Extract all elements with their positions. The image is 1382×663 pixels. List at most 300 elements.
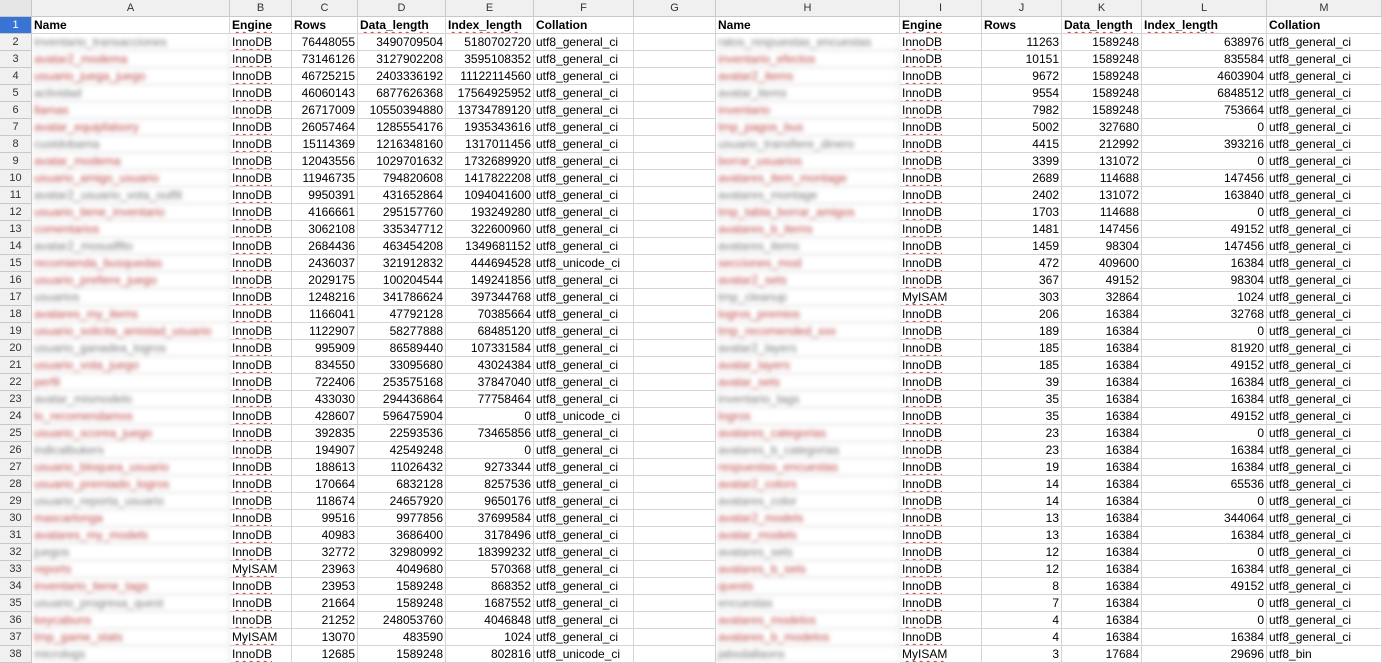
cell-left-rows[interactable]: 170664 <box>292 476 358 493</box>
cell-right-index_length[interactable]: 0 <box>1142 204 1267 221</box>
row-header-10[interactable]: 10 <box>0 170 32 187</box>
cell-left-engine[interactable]: InnoDB <box>230 221 292 238</box>
cell-left-data_length[interactable]: 3686400 <box>358 527 446 544</box>
cell-right-collation[interactable]: utf8_general_ci <box>1267 204 1382 221</box>
cell-left-collation[interactable]: utf8_unicode_ci <box>534 408 634 425</box>
cell-left-data_length[interactable]: 24657920 <box>358 493 446 510</box>
cell-left-index_length[interactable]: 4046848 <box>446 612 534 629</box>
cell-empty-g[interactable] <box>634 272 716 289</box>
cell-right-index_length[interactable]: 16384 <box>1142 374 1267 391</box>
cell-left-index_length[interactable]: 9650176 <box>446 493 534 510</box>
cell-left-rows[interactable]: 3062108 <box>292 221 358 238</box>
cell-right-collation[interactable]: utf8_general_ci <box>1267 187 1382 204</box>
header-left-name[interactable]: Name <box>32 17 230 34</box>
header-right-engine[interactable]: Engine <box>900 17 982 34</box>
cell-left-name[interactable]: llamas <box>32 102 230 119</box>
cell-left-collation[interactable]: utf8_general_ci <box>534 221 634 238</box>
cell-right-rows[interactable]: 9554 <box>982 85 1062 102</box>
cell-left-name[interactable]: comentarios <box>32 221 230 238</box>
cell-left-engine[interactable]: MyISAM <box>230 629 292 646</box>
cell-right-name[interactable]: avatar_items <box>716 85 900 102</box>
cell-left-engine[interactable]: InnoDB <box>230 459 292 476</box>
row-header-32[interactable]: 32 <box>0 544 32 561</box>
cell-left-collation[interactable]: utf8_unicode_ci <box>534 646 634 663</box>
header-right-index_length[interactable]: Index_length <box>1142 17 1267 34</box>
cell-right-name[interactable]: inventario_efectos <box>716 51 900 68</box>
cell-left-engine[interactable]: InnoDB <box>230 323 292 340</box>
cell-left-index_length[interactable]: 68485120 <box>446 323 534 340</box>
cell-right-collation[interactable]: utf8_general_ci <box>1267 408 1382 425</box>
cell-left-collation[interactable]: utf8_general_ci <box>534 289 634 306</box>
cell-right-index_length[interactable]: 16384 <box>1142 442 1267 459</box>
cell-right-rows[interactable]: 14 <box>982 493 1062 510</box>
cell-left-index_length[interactable]: 8257536 <box>446 476 534 493</box>
cell-left-engine[interactable]: InnoDB <box>230 153 292 170</box>
cell-right-name[interactable]: secciones_mod <box>716 255 900 272</box>
cell-right-data_length[interactable]: 1589248 <box>1062 68 1142 85</box>
cell-left-name[interactable]: keycabuns <box>32 612 230 629</box>
cell-left-rows[interactable]: 1122907 <box>292 323 358 340</box>
cell-left-collation[interactable]: utf8_general_ci <box>534 204 634 221</box>
cell-left-data_length[interactable]: 2403336192 <box>358 68 446 85</box>
cell-right-index_length[interactable]: 147456 <box>1142 170 1267 187</box>
cell-right-index_length[interactable]: 16384 <box>1142 629 1267 646</box>
cell-left-collation[interactable]: utf8_general_ci <box>534 578 634 595</box>
cell-right-engine[interactable]: InnoDB <box>900 51 982 68</box>
cell-right-name[interactable]: avatares_b_sets <box>716 561 900 578</box>
cell-right-index_length[interactable]: 49152 <box>1142 221 1267 238</box>
cell-left-rows[interactable]: 118674 <box>292 493 358 510</box>
cell-right-data_length[interactable]: 1589248 <box>1062 102 1142 119</box>
cell-left-engine[interactable]: InnoDB <box>230 255 292 272</box>
cell-right-index_length[interactable]: 638976 <box>1142 34 1267 51</box>
cell-right-collation[interactable]: utf8_general_ci <box>1267 136 1382 153</box>
row-header-6[interactable]: 6 <box>0 102 32 119</box>
cell-left-rows[interactable]: 428607 <box>292 408 358 425</box>
header-right-rows[interactable]: Rows <box>982 17 1062 34</box>
cell-left-index_length[interactable]: 5180702720 <box>446 34 534 51</box>
cell-right-collation[interactable]: utf8_general_ci <box>1267 68 1382 85</box>
cell-left-engine[interactable]: InnoDB <box>230 306 292 323</box>
cell-right-engine[interactable]: InnoDB <box>900 595 982 612</box>
row-header-26[interactable]: 26 <box>0 442 32 459</box>
cell-left-index_length[interactable]: 868352 <box>446 578 534 595</box>
cell-right-name[interactable]: avatar2_colors <box>716 476 900 493</box>
cell-left-collation[interactable]: utf8_general_ci <box>534 306 634 323</box>
cell-right-collation[interactable]: utf8_general_ci <box>1267 340 1382 357</box>
row-header-29[interactable]: 29 <box>0 493 32 510</box>
cell-left-rows[interactable]: 40983 <box>292 527 358 544</box>
cell-left-name[interactable]: avatar_mismodelo <box>32 391 230 408</box>
cell-empty-g[interactable] <box>634 391 716 408</box>
cell-left-index_length[interactable]: 77758464 <box>446 391 534 408</box>
row-header-7[interactable]: 7 <box>0 119 32 136</box>
row-header-16[interactable]: 16 <box>0 272 32 289</box>
cell-empty-g[interactable] <box>634 221 716 238</box>
cell-left-name[interactable]: usuario_amigo_usuario <box>32 170 230 187</box>
cell-left-rows[interactable]: 1248216 <box>292 289 358 306</box>
cell-right-name[interactable]: quests <box>716 578 900 595</box>
cell-left-data_length[interactable]: 3490709504 <box>358 34 446 51</box>
column-header-j[interactable]: J <box>982 0 1062 17</box>
cell-left-collation[interactable]: utf8_general_ci <box>534 238 634 255</box>
cell-left-rows[interactable]: 32772 <box>292 544 358 561</box>
cell-right-engine[interactable]: InnoDB <box>900 102 982 119</box>
cell-left-rows[interactable]: 76448055 <box>292 34 358 51</box>
cell-left-index_length[interactable]: 1417822208 <box>446 170 534 187</box>
cell-left-name[interactable]: avatar_equipfalsory <box>32 119 230 136</box>
cell-left-name[interactable]: usuario_juega_juego <box>32 68 230 85</box>
cell-right-data_length[interactable]: 16384 <box>1062 510 1142 527</box>
cell-left-engine[interactable]: InnoDB <box>230 170 292 187</box>
cell-left-index_length[interactable]: 9273344 <box>446 459 534 476</box>
cell-left-collation[interactable]: utf8_general_ci <box>534 51 634 68</box>
row-header-19[interactable]: 19 <box>0 323 32 340</box>
cell-empty-g[interactable] <box>634 425 716 442</box>
cell-left-index_length[interactable]: 0 <box>446 442 534 459</box>
cell-right-index_length[interactable]: 16384 <box>1142 527 1267 544</box>
cell-right-rows[interactable]: 3399 <box>982 153 1062 170</box>
cell-right-collation[interactable]: utf8_general_ci <box>1267 510 1382 527</box>
cell-left-rows[interactable]: 995909 <box>292 340 358 357</box>
cell-right-name[interactable]: tmp_pagos_bus <box>716 119 900 136</box>
cell-right-name[interactable]: avatar2_models <box>716 510 900 527</box>
cell-right-index_length[interactable]: 753664 <box>1142 102 1267 119</box>
cell-right-name[interactable]: logros <box>716 408 900 425</box>
cell-left-collation[interactable]: utf8_general_ci <box>534 459 634 476</box>
cell-right-name[interactable]: tmp_recomended_xxx <box>716 323 900 340</box>
cell-empty-g[interactable] <box>634 510 716 527</box>
cell-left-collation[interactable]: utf8_general_ci <box>534 510 634 527</box>
cell-right-data_length[interactable]: 16384 <box>1062 493 1142 510</box>
cell-right-collation[interactable]: utf8_general_ci <box>1267 493 1382 510</box>
cell-right-index_length[interactable]: 0 <box>1142 119 1267 136</box>
cell-left-data_length[interactable]: 3127902208 <box>358 51 446 68</box>
cell-left-collation[interactable]: utf8_general_ci <box>534 561 634 578</box>
cell-left-data_length[interactable]: 1285554176 <box>358 119 446 136</box>
cell-left-name[interactable]: usuario_ganadea_logros <box>32 340 230 357</box>
cell-left-name[interactable]: avatar2_modema <box>32 51 230 68</box>
cell-right-rows[interactable]: 7982 <box>982 102 1062 119</box>
cell-left-index_length[interactable]: 1687552 <box>446 595 534 612</box>
cell-left-engine[interactable]: InnoDB <box>230 272 292 289</box>
cell-right-engine[interactable]: InnoDB <box>900 68 982 85</box>
cell-left-data_length[interactable]: 6832128 <box>358 476 446 493</box>
cell-right-collation[interactable]: utf8_general_ci <box>1267 255 1382 272</box>
cell-left-collation[interactable]: utf8_general_ci <box>534 544 634 561</box>
cell-right-index_length[interactable]: 32768 <box>1142 306 1267 323</box>
cell-right-rows[interactable]: 1481 <box>982 221 1062 238</box>
cell-left-rows[interactable]: 26717009 <box>292 102 358 119</box>
cell-right-collation[interactable]: utf8_general_ci <box>1267 153 1382 170</box>
cell-left-data_length[interactable]: 11026432 <box>358 459 446 476</box>
cell-left-name[interactable]: micrologs <box>32 646 230 663</box>
cell-empty-g[interactable] <box>634 544 716 561</box>
cell-left-name[interactable]: mascarlonga <box>32 510 230 527</box>
row-header-35[interactable]: 35 <box>0 595 32 612</box>
cell-left-data_length[interactable]: 335347712 <box>358 221 446 238</box>
cell-left-name[interactable]: avatar_modema <box>32 153 230 170</box>
cell-left-name[interactable]: usuario_vota_juego <box>32 357 230 374</box>
column-header-a[interactable]: A <box>32 0 230 17</box>
cell-empty-g[interactable] <box>634 459 716 476</box>
cell-left-name[interactable]: usuario_reporta_usuario <box>32 493 230 510</box>
cell-right-data_length[interactable]: 16384 <box>1062 459 1142 476</box>
header-right-name[interactable]: Name <box>716 17 900 34</box>
cell-left-collation[interactable]: utf8_general_ci <box>534 425 634 442</box>
cell-left-data_length[interactable]: 321912832 <box>358 255 446 272</box>
cell-left-data_length[interactable]: 253575168 <box>358 374 446 391</box>
cell-left-name[interactable]: usuario_prefiere_juego <box>32 272 230 289</box>
cell-right-index_length[interactable]: 163840 <box>1142 187 1267 204</box>
cell-left-collation[interactable]: utf8_general_ci <box>534 476 634 493</box>
cell-left-name[interactable]: usuarios <box>32 289 230 306</box>
cell-empty-g[interactable] <box>634 170 716 187</box>
column-header-i[interactable]: I <box>900 0 982 17</box>
cell-right-collation[interactable]: utf8_general_ci <box>1267 357 1382 374</box>
cell-right-data_length[interactable]: 98304 <box>1062 238 1142 255</box>
cell-left-engine[interactable]: InnoDB <box>230 136 292 153</box>
cell-left-index_length[interactable]: 43024384 <box>446 357 534 374</box>
cell-right-rows[interactable]: 13 <box>982 527 1062 544</box>
cell-left-engine[interactable]: InnoDB <box>230 646 292 663</box>
cell-left-engine[interactable]: InnoDB <box>230 391 292 408</box>
cell-right-engine[interactable]: InnoDB <box>900 442 982 459</box>
cell-right-collation[interactable]: utf8_general_ci <box>1267 612 1382 629</box>
cell-left-name[interactable]: usuario_progresa_quest <box>32 595 230 612</box>
cell-empty-g[interactable] <box>634 119 716 136</box>
cell-right-engine[interactable]: InnoDB <box>900 578 982 595</box>
cell-right-index_length[interactable]: 0 <box>1142 323 1267 340</box>
cell-empty-g[interactable] <box>634 323 716 340</box>
row-header-23[interactable]: 23 <box>0 391 32 408</box>
cell-right-collation[interactable]: utf8_general_ci <box>1267 272 1382 289</box>
cell-right-engine[interactable]: InnoDB <box>900 629 982 646</box>
cell-left-index_length[interactable]: 397344768 <box>446 289 534 306</box>
row-header-11[interactable]: 11 <box>0 187 32 204</box>
cell-right-engine[interactable]: InnoDB <box>900 476 982 493</box>
cell-left-rows[interactable]: 46060143 <box>292 85 358 102</box>
cell-right-data_length[interactable]: 147456 <box>1062 221 1142 238</box>
header-left-data_length[interactable]: Data_length <box>358 17 446 34</box>
cell-right-collation[interactable]: utf8_general_ci <box>1267 51 1382 68</box>
row-header-34[interactable]: 34 <box>0 578 32 595</box>
cell-left-index_length[interactable]: 1349681152 <box>446 238 534 255</box>
cell-right-data_length[interactable]: 16384 <box>1062 629 1142 646</box>
cell-left-data_length[interactable]: 86589440 <box>358 340 446 357</box>
cell-right-rows[interactable]: 2402 <box>982 187 1062 204</box>
cell-right-name[interactable]: avatares_b_items <box>716 221 900 238</box>
cell-left-rows[interactable]: 2684436 <box>292 238 358 255</box>
cell-left-engine[interactable]: InnoDB <box>230 408 292 425</box>
cell-right-collation[interactable]: utf8_bin <box>1267 646 1382 663</box>
select-all-corner[interactable] <box>0 0 32 17</box>
cell-right-engine[interactable]: InnoDB <box>900 561 982 578</box>
cell-left-rows[interactable]: 188613 <box>292 459 358 476</box>
cell-left-engine[interactable]: InnoDB <box>230 510 292 527</box>
cell-right-engine[interactable]: InnoDB <box>900 187 982 204</box>
cell-left-collation[interactable]: utf8_unicode_ci <box>534 255 634 272</box>
cell-empty-g[interactable] <box>634 595 716 612</box>
cell-left-collation[interactable]: utf8_general_ci <box>534 391 634 408</box>
cell-right-rows[interactable]: 4 <box>982 612 1062 629</box>
cell-right-data_length[interactable]: 16384 <box>1062 323 1142 340</box>
cell-right-data_length[interactable]: 409600 <box>1062 255 1142 272</box>
cell-right-name[interactable]: avatares_sets <box>716 544 900 561</box>
cell-right-index_length[interactable]: 16384 <box>1142 255 1267 272</box>
row-header-24[interactable]: 24 <box>0 408 32 425</box>
cell-left-engine[interactable]: InnoDB <box>230 595 292 612</box>
cell-left-index_length[interactable]: 37847040 <box>446 374 534 391</box>
cell-left-data_length[interactable]: 32980992 <box>358 544 446 561</box>
cell-right-engine[interactable]: MyISAM <box>900 289 982 306</box>
cell-left-engine[interactable]: InnoDB <box>230 357 292 374</box>
cell-left-data_length[interactable]: 1589248 <box>358 595 446 612</box>
cell-left-index_length[interactable]: 1935343616 <box>446 119 534 136</box>
row-header-31[interactable]: 31 <box>0 527 32 544</box>
cell-right-collation[interactable]: utf8_general_ci <box>1267 425 1382 442</box>
cell-right-data_length[interactable]: 16384 <box>1062 476 1142 493</box>
cell-left-collation[interactable]: utf8_general_ci <box>534 493 634 510</box>
cell-right-name[interactable]: avatar2_layers <box>716 340 900 357</box>
cell-right-name[interactable]: ratos_respuestas_encuestas <box>716 34 900 51</box>
cell-left-collation[interactable]: utf8_general_ci <box>534 68 634 85</box>
cell-left-engine[interactable]: InnoDB <box>230 476 292 493</box>
cell-left-engine[interactable]: InnoDB <box>230 578 292 595</box>
column-header-h[interactable]: H <box>716 0 900 17</box>
row-header-12[interactable]: 12 <box>0 204 32 221</box>
cell-empty-g[interactable] <box>634 255 716 272</box>
row-header-20[interactable]: 20 <box>0 340 32 357</box>
cell-left-name[interactable]: reports <box>32 561 230 578</box>
cell-right-engine[interactable]: MyISAM <box>900 646 982 663</box>
cell-right-engine[interactable]: InnoDB <box>900 357 982 374</box>
cell-right-name[interactable]: logros_premios <box>716 306 900 323</box>
row-header-17[interactable]: 17 <box>0 289 32 306</box>
cell-right-name[interactable]: avatares_b_modelos <box>716 629 900 646</box>
cell-left-rows[interactable]: 9950391 <box>292 187 358 204</box>
cell-left-data_length[interactable]: 1589248 <box>358 646 446 663</box>
cell-right-rows[interactable]: 12 <box>982 561 1062 578</box>
cell-left-rows[interactable]: 194907 <box>292 442 358 459</box>
row-header-5[interactable]: 5 <box>0 85 32 102</box>
row-header-28[interactable]: 28 <box>0 476 32 493</box>
cell-left-data_length[interactable]: 10550394880 <box>358 102 446 119</box>
cell-right-rows[interactable]: 14 <box>982 476 1062 493</box>
cell-left-collation[interactable]: utf8_general_ci <box>534 272 634 289</box>
cell-left-engine[interactable]: InnoDB <box>230 238 292 255</box>
cell-right-collation[interactable]: utf8_general_ci <box>1267 476 1382 493</box>
row-header-15[interactable]: 15 <box>0 255 32 272</box>
cell-right-name[interactable]: avatar2_sets <box>716 272 900 289</box>
cell-right-rows[interactable]: 4 <box>982 629 1062 646</box>
cell-empty-g[interactable] <box>634 357 716 374</box>
cell-left-data_length[interactable]: 295157760 <box>358 204 446 221</box>
cell-right-index_length[interactable]: 81920 <box>1142 340 1267 357</box>
cell-right-data_length[interactable]: 114688 <box>1062 204 1142 221</box>
cell-left-index_length[interactable]: 11122114560 <box>446 68 534 85</box>
cell-right-rows[interactable]: 19 <box>982 459 1062 476</box>
cell-empty-g[interactable] <box>634 136 716 153</box>
cell-left-name[interactable]: lo_recomendamos <box>32 408 230 425</box>
cell-left-name[interactable]: avatares_my_items <box>32 306 230 323</box>
cell-left-engine[interactable]: InnoDB <box>230 493 292 510</box>
row-header-13[interactable]: 13 <box>0 221 32 238</box>
cell-empty-g[interactable] <box>634 68 716 85</box>
header-right-collation[interactable]: Collation <box>1267 17 1382 34</box>
cell-right-engine[interactable]: InnoDB <box>900 238 982 255</box>
cell-right-data_length[interactable]: 16384 <box>1062 340 1142 357</box>
row-header-21[interactable]: 21 <box>0 357 32 374</box>
cell-right-name[interactable]: avatares_item_montage <box>716 170 900 187</box>
cell-right-index_length[interactable]: 6848512 <box>1142 85 1267 102</box>
cell-left-index_length[interactable]: 1024 <box>446 629 534 646</box>
cell-empty-g[interactable] <box>634 578 716 595</box>
cell-right-name[interactable]: avatares_modelos <box>716 612 900 629</box>
cell-right-data_length[interactable]: 131072 <box>1062 187 1142 204</box>
cell-left-collation[interactable]: utf8_general_ci <box>534 629 634 646</box>
cell-right-index_length[interactable]: 16384 <box>1142 391 1267 408</box>
column-header-f[interactable]: F <box>534 0 634 17</box>
cell-left-index_length[interactable]: 70385664 <box>446 306 534 323</box>
cell-right-collation[interactable]: utf8_general_ci <box>1267 34 1382 51</box>
cell-right-rows[interactable]: 303 <box>982 289 1062 306</box>
cell-right-index_length[interactable]: 393216 <box>1142 136 1267 153</box>
cell-right-engine[interactable]: InnoDB <box>900 306 982 323</box>
row-header-2[interactable]: 2 <box>0 34 32 51</box>
cell-right-data_length[interactable]: 17684 <box>1062 646 1142 663</box>
cell-right-engine[interactable]: InnoDB <box>900 85 982 102</box>
cell-right-index_length[interactable]: 344064 <box>1142 510 1267 527</box>
cell-left-data_length[interactable]: 1216348160 <box>358 136 446 153</box>
cell-left-engine[interactable]: InnoDB <box>230 51 292 68</box>
column-header-g[interactable]: G <box>634 0 716 17</box>
column-header-m[interactable]: M <box>1267 0 1382 17</box>
cell-left-index_length[interactable]: 3178496 <box>446 527 534 544</box>
cell-right-collation[interactable]: utf8_general_ci <box>1267 442 1382 459</box>
cell-right-data_length[interactable]: 16384 <box>1062 391 1142 408</box>
cell-left-collation[interactable]: utf8_general_ci <box>534 34 634 51</box>
cell-right-rows[interactable]: 3 <box>982 646 1062 663</box>
cell-right-engine[interactable]: InnoDB <box>900 425 982 442</box>
cell-left-name[interactable]: inventario_transacciones <box>32 34 230 51</box>
cell-right-name[interactable]: avatares_b_categorias <box>716 442 900 459</box>
cell-right-name[interactable]: tmp_tabla_borrar_amigos <box>716 204 900 221</box>
row-header-37[interactable]: 37 <box>0 629 32 646</box>
cell-right-rows[interactable]: 472 <box>982 255 1062 272</box>
cell-left-engine[interactable]: InnoDB <box>230 102 292 119</box>
cell-left-name[interactable]: usuario_tiene_inventario <box>32 204 230 221</box>
cell-right-collation[interactable]: utf8_general_ci <box>1267 629 1382 646</box>
cell-right-data_length[interactable]: 32864 <box>1062 289 1142 306</box>
row-header-14[interactable]: 14 <box>0 238 32 255</box>
cell-right-data_length[interactable]: 16384 <box>1062 544 1142 561</box>
cell-right-rows[interactable]: 185 <box>982 357 1062 374</box>
cell-right-collation[interactable]: utf8_general_ci <box>1267 561 1382 578</box>
cell-right-rows[interactable]: 23 <box>982 442 1062 459</box>
cell-right-index_length[interactable]: 0 <box>1142 153 1267 170</box>
cell-right-index_length[interactable]: 0 <box>1142 425 1267 442</box>
cell-left-engine[interactable]: InnoDB <box>230 34 292 51</box>
cell-left-rows[interactable]: 834550 <box>292 357 358 374</box>
cell-right-engine[interactable]: InnoDB <box>900 34 982 51</box>
cell-right-index_length[interactable]: 49152 <box>1142 357 1267 374</box>
cell-right-name[interactable]: avatar_models <box>716 527 900 544</box>
cell-left-data_length[interactable]: 463454208 <box>358 238 446 255</box>
cell-right-engine[interactable]: InnoDB <box>900 170 982 187</box>
header-left-engine[interactable]: Engine <box>230 17 292 34</box>
row-header-1[interactable]: 1 <box>0 17 32 34</box>
